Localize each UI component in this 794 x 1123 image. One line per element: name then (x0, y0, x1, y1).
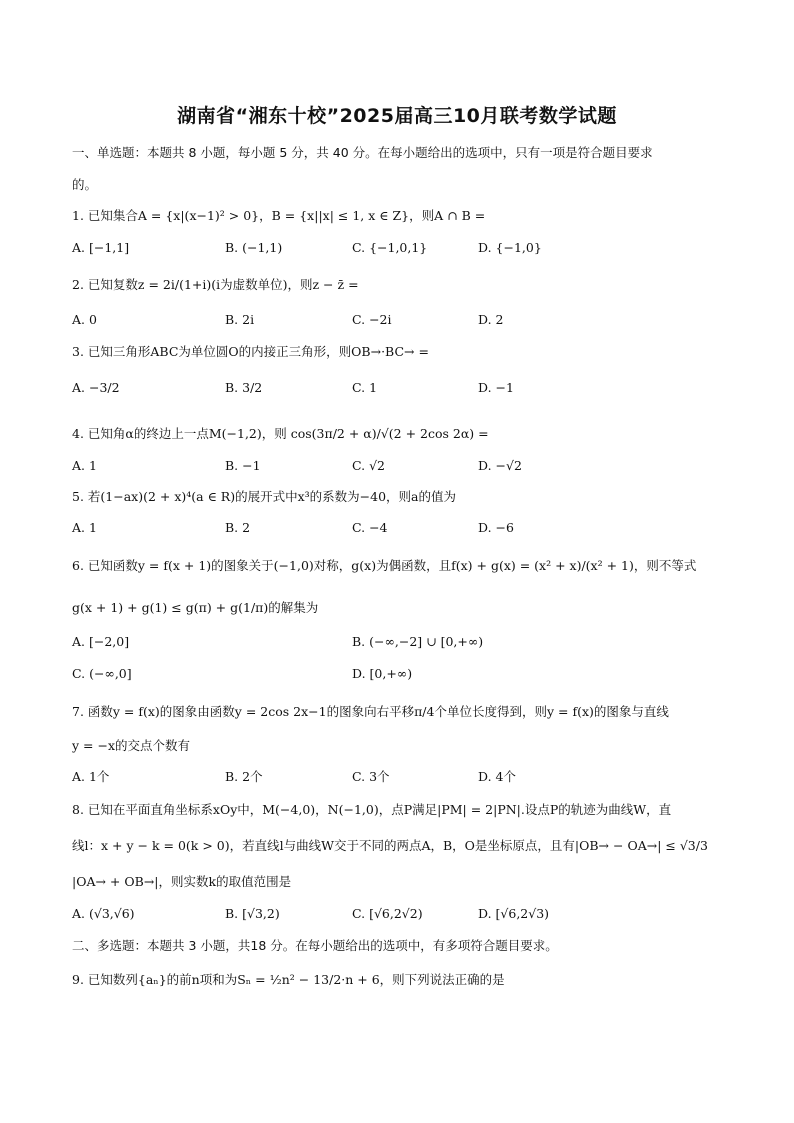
question-6-stem-cont: g(x + 1) + g(1) ≤ g(π) + g(1/π)的解集为 (72, 600, 319, 615)
q4-option-b[interactable]: B. −1 (225, 458, 261, 473)
section-2-heading: 二、多选题：本题共 3 小题，共18 分。在每小题给出的选项中，有多项符合题目要求。 (72, 938, 558, 953)
question-8-stem-cont: 线l：x + y − k = 0(k > 0)，若直线l与曲线W交于不同的两点A，B，O是坐标原点，且有|OB→ − OA→| ≤ √3/3 (72, 838, 708, 853)
q2-option-d[interactable]: D. 2 (478, 312, 504, 327)
question-8-stem-cont2: |OA→ + OB→|，则实数k的取值范围是 (72, 874, 292, 889)
q5-option-c[interactable]: C. −4 (352, 520, 388, 535)
q8-option-b[interactable]: B. [√3,2) (225, 906, 280, 921)
q7-option-c[interactable]: C. 3个 (352, 769, 390, 784)
q7-option-a[interactable]: A. 1个 (72, 769, 110, 784)
q8-option-d[interactable]: D. [√6,2√3) (478, 906, 550, 921)
q5-option-b[interactable]: B. 2 (225, 520, 251, 535)
q6-option-c[interactable]: C. (−∞,0] (72, 666, 132, 681)
question-2-stem: 2. 已知复数z = 2i/(1+i)(i为虚数单位)，则z − z̄ = (72, 277, 359, 292)
q7-option-d[interactable]: D. 4个 (478, 769, 516, 784)
question-3-stem: 3. 已知三角形ABC为单位圆O的内接正三角形，则OB→·BC→ = (72, 344, 429, 359)
q1-option-d[interactable]: D. {−1,0} (478, 240, 542, 255)
question-9-stem: 9. 已知数列{aₙ}的前n项和为Sₙ = ½n² − 13/2·n + 6，则下列说法正确的是 (72, 972, 505, 987)
q6-option-a[interactable]: A. [−2,0] (72, 634, 130, 649)
q8-option-a[interactable]: A. (√3,√6) (72, 906, 135, 921)
q3-option-c[interactable]: C. 1 (352, 380, 378, 395)
question-7-stem: 7. 函数y = f(x)的图象由函数y = 2cos 2x−1的图象向右平移π/4个单位长度得到，则y = f(x)的图象与直线 (72, 704, 669, 719)
q2-option-b[interactable]: B. 2i (225, 312, 255, 327)
q1-option-a[interactable]: A. [−1,1] (72, 240, 130, 255)
q4-option-c[interactable]: C. √2 (352, 458, 385, 473)
q3-option-a[interactable]: A. −3/2 (72, 380, 120, 395)
question-8-stem: 8. 已知在平面直角坐标系xOy中，M(−4,0)，N(−1,0)，点P满足|PM| = 2|PN|.设点P的轨迹为曲线W，直 (72, 802, 672, 817)
q6-option-b[interactable]: B. (−∞,−2] ∪ [0,+∞) (352, 634, 484, 649)
q2-option-a[interactable]: A. 0 (72, 312, 97, 327)
q1-option-c[interactable]: C. {−1,0,1} (352, 240, 428, 255)
page-title: 湖南省“湘东十校”2025届高三10月联考数学试题 (177, 105, 617, 127)
q4-option-a[interactable]: A. 1 (72, 458, 97, 473)
q2-option-c[interactable]: C. −2i (352, 312, 392, 327)
q5-option-d[interactable]: D. −6 (478, 520, 514, 535)
question-7-stem-cont: y = −x的交点个数有 (72, 738, 191, 753)
q5-option-a[interactable]: A. 1 (72, 520, 97, 535)
q3-option-b[interactable]: B. 3/2 (225, 380, 263, 395)
q7-option-b[interactable]: B. 2个 (225, 769, 263, 784)
q3-option-d[interactable]: D. −1 (478, 380, 514, 395)
question-1-stem: 1. 已知集合A = {x|(x−1)² > 0}，B = {x||x| ≤ 1, x ∈ Z}，则A ∩ B = (72, 208, 486, 223)
section-1-heading-cont: 的。 (72, 177, 98, 192)
q6-option-d[interactable]: D. [0,+∞) (352, 666, 413, 681)
question-6-stem: 6. 已知函数y = f(x + 1)的图象关于(−1,0)对称，g(x)为偶函数，且f(x) + g(x) = (x² + x)/(x² + 1)，则不等式 (72, 558, 697, 573)
q8-option-c[interactable]: C. [√6,2√2) (352, 906, 423, 921)
q4-option-d[interactable]: D. −√2 (478, 458, 522, 473)
section-1-heading: 一、单选题：本题共 8 小题，每小题 5 分，共 40 分。在每小题给出的选项中，只有一项是符合题目要求 (72, 145, 653, 160)
question-4-stem: 4. 已知角α的终边上一点M(−1,2)，则 cos(3π/2 + α)/√(2 + 2cos 2α) = (72, 426, 489, 441)
question-5-stem: 5. 若(1−ax)(2 + x)⁴(a ∈ R)的展开式中x³的系数为−40，则a的值为 (72, 489, 456, 504)
q1-option-b[interactable]: B. (−1,1) (225, 240, 283, 255)
